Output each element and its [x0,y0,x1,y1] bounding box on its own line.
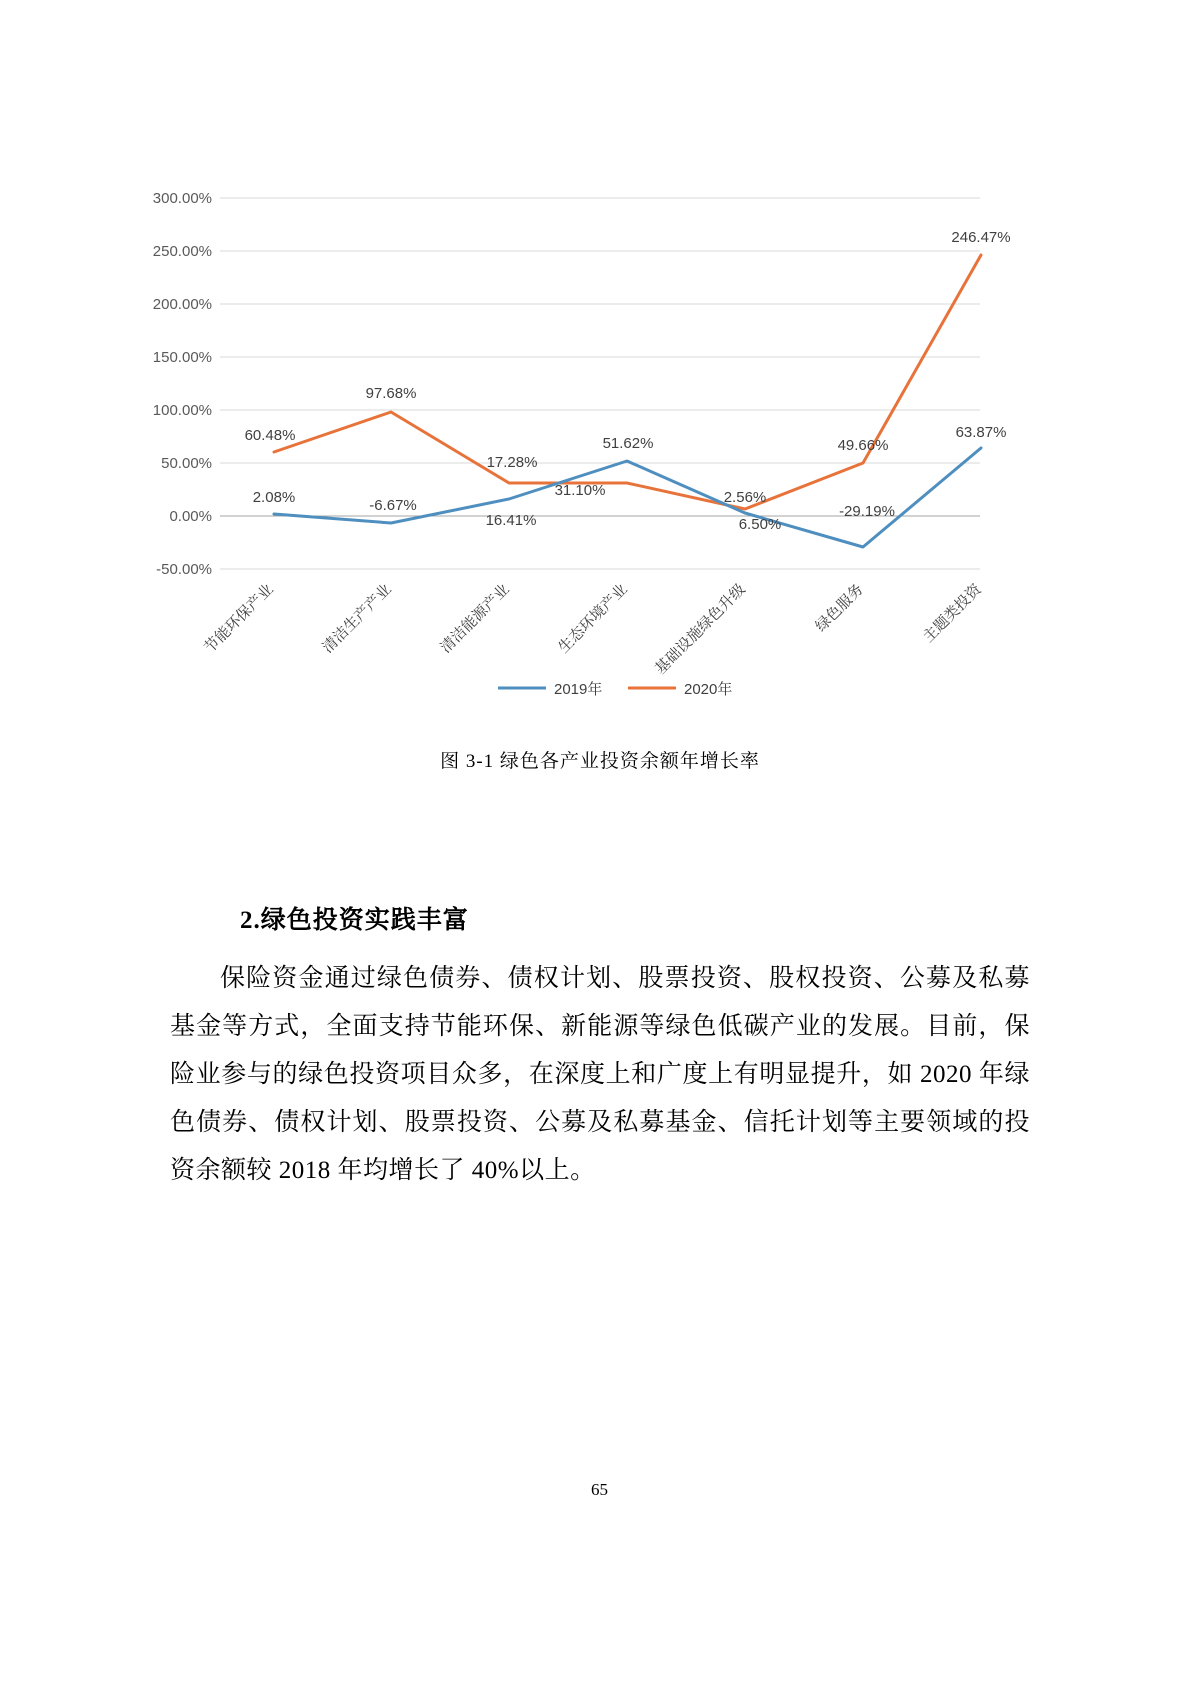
y-tick-label: 100.00% [152,402,212,419]
data-label-2019: -6.67% [369,497,417,514]
page-number: 65 [591,1480,608,1499]
data-label-2019: 51.62% [602,435,654,452]
y-tick-label: 300.00% [152,190,212,207]
data-label-2020: 6.50% [738,516,782,533]
figure-caption: 图 3-1 绿色各产业投资余额年增长率 [440,751,760,772]
y-tick-label: 150.00% [152,349,212,366]
series-line-2020 [274,255,981,509]
figure-block [100,150,1100,790]
x-category-label: 绿色服务 [812,580,867,636]
section-heading: 2.绿色投资实践丰富 [240,907,469,934]
x-category-label: 清洁生产产业 [319,580,395,657]
data-label-2019: 2.56% [723,489,767,506]
x-category-label: 节能环保产业 [201,580,277,657]
x-category-label: 清洁能源产业 [437,580,513,657]
y-tick-label: 0.00% [169,508,212,525]
x-category-label: 主题类投资 [919,580,985,646]
y-tick-label: -50.00% [156,561,212,578]
x-category-label: 基础设施绿色升级 [651,580,749,678]
data-label-2019: 63.87% [955,424,1007,441]
data-label-2020: 49.66% [837,437,889,454]
data-label-2020: 97.68% [365,385,417,402]
chart-legend [498,680,732,698]
data-label-2020: 17.28% [486,454,538,471]
y-tick-label: 200.00% [152,296,212,313]
x-axis-categories [200,579,985,677]
y-tick-label: 250.00% [152,243,212,260]
data-label-2020: 60.48% [244,427,296,444]
data-label-2020: 246.47% [951,229,1011,246]
data-label-2019: 16.41% [485,512,537,529]
body-paragraph: 保险资金通过绿色债券、债权计划、股票投资、股权投资、公募及私募基金等方式，全面支持节能环保、新能源等绿色低碳产业的发展。目前，保险业参与的绿色投资项目众多，在深度上和广度上有明显提升，如 2020 年绿色债券、债权计划、股票投资、公募及私募基金、信托计划等主要领域的投资余额较 2018 年均增长了 40%以上。 [170,965,1030,1184]
legend-label-2019: 2019年 [554,681,603,698]
data-label-2019: 2.08% [252,489,296,506]
chart-svg [100,150,1100,710]
y-tick-label: 50.00% [161,455,212,472]
y-axis-ticks [153,190,212,578]
legend-label-2020: 2020年 [684,681,733,698]
x-category-label: 生态环境产业 [555,580,631,657]
chart-data-labels [245,229,1011,533]
data-label-2020: 31.10% [554,482,606,499]
line-chart [100,150,1100,710]
data-label-2019: -29.19% [839,503,895,520]
